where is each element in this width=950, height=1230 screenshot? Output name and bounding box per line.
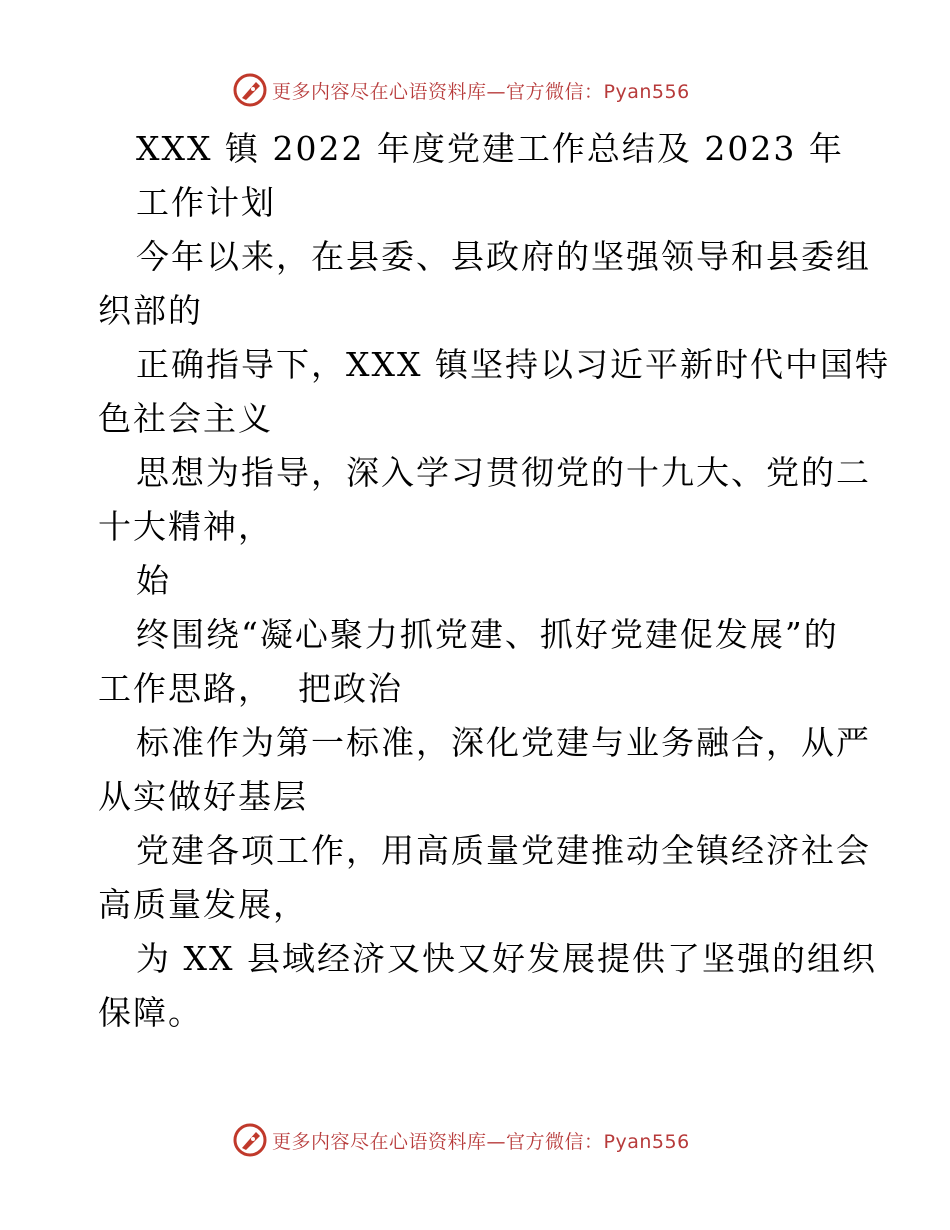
paragraph-line: 思想为指导，深入学习贯彻党的十九大、党的二	[136, 453, 871, 492]
paragraph-line: 保障。	[98, 993, 203, 1032]
paragraph-line: 从实做好基层	[98, 777, 308, 816]
pen-nib-logo-icon	[232, 72, 268, 108]
document-body	[98, 122, 890, 1040]
paragraph-line: 高质量发展，	[98, 885, 308, 924]
header-banner-text: 更多内容尽在心语资料库—官方微信：Pyan556	[272, 80, 690, 103]
paragraph-line: 终围绕“凝心聚力抓党建、抓好党建促发展”的	[136, 615, 839, 654]
title-line-1: XXX 镇 2022 年度党建工作总结及 2023 年	[136, 129, 844, 168]
title-line-2: 工作计划	[136, 183, 276, 222]
paragraph-line: 始	[136, 561, 171, 600]
footer-banner-text: 更多内容尽在心语资料库—官方微信：Pyan556	[272, 1130, 690, 1153]
paragraph-line: 为 XX 县域经济又快又好发展提供了坚强的组织	[136, 939, 877, 978]
paragraph-line: 织部的	[98, 291, 203, 330]
pen-nib-logo-icon	[232, 1122, 268, 1158]
header-banner	[232, 70, 690, 110]
paragraph-line: 十大精神，	[98, 507, 273, 546]
paragraph-line: 今年以来，在县委、县政府的坚强领导和县委组	[136, 237, 871, 276]
paragraph-line: 色社会主义	[98, 399, 273, 438]
footer-banner	[232, 1120, 690, 1160]
paragraph-line: 工作思路， 把政治	[98, 669, 403, 708]
paragraph-line: 正确指导下，XXX 镇坚持以习近平新时代中国特	[136, 345, 890, 384]
paragraph-line: 标准作为第一标准，深化党建与业务融合，从严	[136, 723, 871, 762]
paragraph-line: 党建各项工作，用高质量党建推动全镇经济社会	[136, 831, 871, 870]
